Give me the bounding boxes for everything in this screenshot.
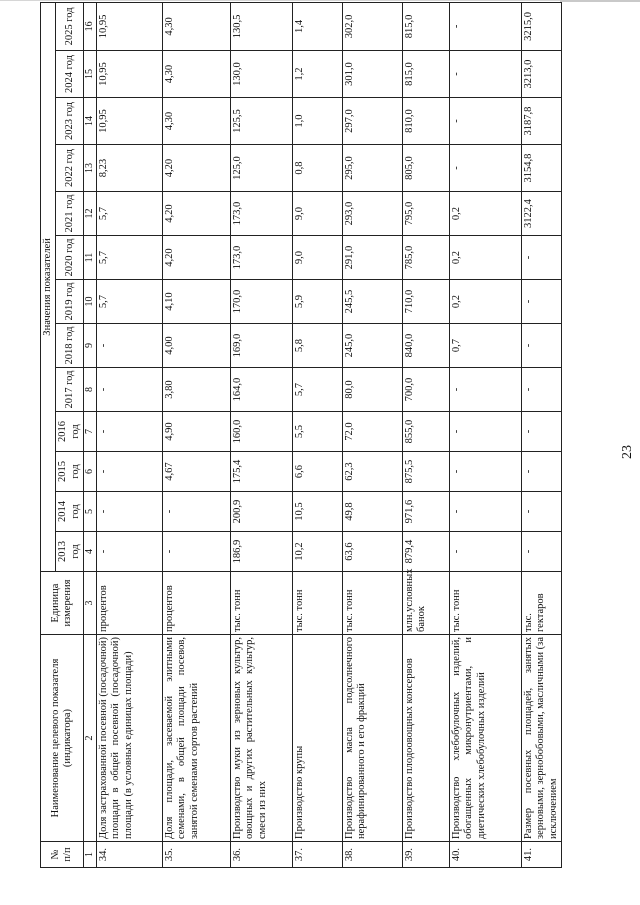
value-cell: 0,7 — [449, 324, 521, 368]
value-cell: 810,0 — [402, 98, 449, 145]
value-cell: 0,2 — [449, 236, 521, 280]
value-cell: 4,67 — [162, 452, 230, 492]
value-cell: - — [521, 452, 561, 492]
value-cell: 63,6 — [342, 532, 402, 572]
header-row-1 — [41, 2, 56, 867]
value-cell: 5,7 — [96, 192, 162, 236]
value-cell: 200,9 — [230, 492, 292, 532]
value-cell: 3122,4 — [521, 192, 561, 236]
column-number: 12 — [84, 192, 97, 236]
column-number: 14 — [84, 98, 97, 145]
row-number-cell: 36. — [230, 842, 292, 868]
unit-cell: млн.условных банок — [402, 572, 449, 635]
value-cell: 0,8 — [292, 145, 342, 192]
header-year: 2015 год — [56, 452, 84, 492]
indicator-name-cell: Производство муки из зерновых культур, овощных и других растительных культур, смеси из них — [230, 635, 292, 842]
value-cell: 6,6 — [292, 452, 342, 492]
value-cell: 72,0 — [342, 412, 402, 452]
row-number-cell: 37. — [292, 842, 342, 868]
indicator-name-cell: Производство крупы — [292, 635, 342, 842]
table-row — [402, 2, 449, 867]
value-cell: - — [521, 280, 561, 324]
value-cell: - — [521, 368, 561, 412]
table-body — [96, 2, 561, 867]
value-cell: 245,5 — [342, 280, 402, 324]
value-cell: 49,8 — [342, 492, 402, 532]
header-values-group: Значения показателей — [41, 2, 56, 571]
value-cell: - — [449, 145, 521, 192]
value-cell: 160,0 — [230, 412, 292, 452]
rotated-table-container — [40, 3, 559, 868]
value-cell: - — [521, 492, 561, 532]
value-cell: 3187,8 — [521, 98, 561, 145]
header-no: № п/п — [41, 842, 84, 868]
unit-cell: тыс. гектаров — [521, 572, 561, 635]
value-cell: 170,0 — [230, 280, 292, 324]
indicator-name-cell: Производство плодоовощных консервов — [402, 635, 449, 842]
value-cell: - — [521, 532, 561, 572]
column-number: 7 — [84, 412, 97, 452]
value-cell: - — [449, 532, 521, 572]
column-number: 8 — [84, 368, 97, 412]
value-cell: 5,9 — [292, 280, 342, 324]
indicator-name-cell: Доля площади, засеваемой элитными семенами, в общей площади посевов, занятой семенами сортов растений — [162, 635, 230, 842]
column-number: 10 — [84, 280, 97, 324]
value-cell: 4,30 — [162, 98, 230, 145]
column-number: 16 — [84, 2, 97, 50]
column-number: 6 — [84, 452, 97, 492]
value-cell: 3154,8 — [521, 145, 561, 192]
value-cell: 4,10 — [162, 280, 230, 324]
value-cell: 795,0 — [402, 192, 449, 236]
header-year: 2019 год — [56, 280, 84, 324]
value-cell: 293,0 — [342, 192, 402, 236]
value-cell: 971,6 — [402, 492, 449, 532]
value-cell: 5,7 — [292, 368, 342, 412]
value-cell: 879,4 — [402, 532, 449, 572]
value-cell: - — [162, 492, 230, 532]
column-number: 1 — [84, 842, 97, 868]
unit-cell: тыс. тонн — [230, 572, 292, 635]
value-cell: 10,95 — [96, 51, 162, 98]
table-row — [521, 2, 561, 867]
column-number: 11 — [84, 236, 97, 280]
value-cell: 4,20 — [162, 145, 230, 192]
unit-cell: процентов — [162, 572, 230, 635]
value-cell: 10,5 — [292, 492, 342, 532]
header-unit: Единица измерения — [41, 572, 84, 635]
value-cell: 186,9 — [230, 532, 292, 572]
value-cell: - — [449, 412, 521, 452]
value-cell: 4,30 — [162, 2, 230, 50]
value-cell: - — [162, 532, 230, 572]
value-cell: - — [521, 412, 561, 452]
value-cell: 710,0 — [402, 280, 449, 324]
header-year: 2023 год — [56, 98, 84, 145]
value-cell: - — [449, 51, 521, 98]
table-row — [449, 2, 521, 867]
header-year: 2020 год — [56, 236, 84, 280]
value-cell: 173,0 — [230, 192, 292, 236]
indicator-name-cell: Производство хлебобулочных изделий, обогащенных микронутриентами, и диетических хлебобулочных изделий — [449, 635, 521, 842]
value-cell: 245,0 — [342, 324, 402, 368]
value-cell: 62,3 — [342, 452, 402, 492]
row-number-cell: 40. — [449, 842, 521, 868]
unit-cell: тыс. тонн — [449, 572, 521, 635]
header-year: 2014 год — [56, 492, 84, 532]
value-cell: 125,5 — [230, 98, 292, 145]
table-row — [230, 2, 292, 867]
value-cell: 0,2 — [449, 192, 521, 236]
value-cell: 9,0 — [292, 236, 342, 280]
value-cell: 5,5 — [292, 412, 342, 452]
value-cell: 3,80 — [162, 368, 230, 412]
value-cell: 9,0 — [292, 192, 342, 236]
value-cell: 4,00 — [162, 324, 230, 368]
value-cell: 301,0 — [342, 51, 402, 98]
column-number: 4 — [84, 532, 97, 572]
value-cell: 130,5 — [230, 2, 292, 50]
indicators-table — [40, 2, 562, 868]
value-cell: - — [96, 492, 162, 532]
value-cell: 815,0 — [402, 2, 449, 50]
value-cell: 5,7 — [96, 280, 162, 324]
value-cell: 1,4 — [292, 2, 342, 50]
value-cell: 4,20 — [162, 192, 230, 236]
row-number-cell: 38. — [342, 842, 402, 868]
value-cell: - — [449, 98, 521, 145]
indicator-name-cell: Доля застрахованной посевной (посадочной) площади в общей посевной (посадочной) площади (в условных единицах площади) — [96, 635, 162, 842]
table-row — [96, 2, 162, 867]
value-cell: 3213,0 — [521, 51, 561, 98]
table-row — [162, 2, 230, 867]
indicator-name-cell: Размер посевных площадей, занятых зерновыми, зернобобовыми, масличными (за исключением — [521, 635, 561, 842]
value-cell: - — [449, 492, 521, 532]
header-row-column-numbers — [84, 2, 97, 867]
value-cell: 175,4 — [230, 452, 292, 492]
header-year: 2022 год — [56, 145, 84, 192]
value-cell: 80,0 — [342, 368, 402, 412]
value-cell: 5,7 — [96, 236, 162, 280]
value-cell: 164,0 — [230, 368, 292, 412]
value-cell: 785,0 — [402, 236, 449, 280]
value-cell: 4,30 — [162, 51, 230, 98]
value-cell: 125,0 — [230, 145, 292, 192]
value-cell: 297,0 — [342, 98, 402, 145]
page-number: 23 — [620, 445, 635, 459]
value-cell: - — [96, 368, 162, 412]
value-cell: - — [521, 324, 561, 368]
value-cell: - — [96, 412, 162, 452]
value-cell: 700,0 — [402, 368, 449, 412]
column-number: 3 — [84, 572, 97, 635]
value-cell: 875,5 — [402, 452, 449, 492]
value-cell: 8,23 — [96, 145, 162, 192]
value-cell: 10,95 — [96, 2, 162, 50]
header-year: 2021 год — [56, 192, 84, 236]
value-cell: 169,0 — [230, 324, 292, 368]
value-cell: 302,0 — [342, 2, 402, 50]
header-year: 2018 год — [56, 324, 84, 368]
row-number-cell: 41. — [521, 842, 561, 868]
unit-cell: тыс. тонн — [292, 572, 342, 635]
value-cell: 3215,0 — [521, 2, 561, 50]
value-cell: - — [96, 532, 162, 572]
top-rule — [0, 0, 640, 1]
value-cell: 805,0 — [402, 145, 449, 192]
column-number: 15 — [84, 51, 97, 98]
row-number-cell: 34. — [96, 842, 162, 868]
value-cell: 173,0 — [230, 236, 292, 280]
value-cell: 815,0 — [402, 51, 449, 98]
value-cell: - — [521, 236, 561, 280]
table-row — [342, 2, 402, 867]
row-number-cell: 39. — [402, 842, 449, 868]
value-cell: - — [96, 452, 162, 492]
value-cell: 5,8 — [292, 324, 342, 368]
column-number: 2 — [84, 635, 97, 842]
value-cell: 10,95 — [96, 98, 162, 145]
indicator-name-cell: Производство масла подсолнечного нерафинированного и его фракций — [342, 635, 402, 842]
column-number: 5 — [84, 492, 97, 532]
header-year: 2017 год — [56, 368, 84, 412]
value-cell: 0,2 — [449, 280, 521, 324]
header-year: 2016 год — [56, 412, 84, 452]
unit-cell: процентов — [96, 572, 162, 635]
value-cell: - — [96, 324, 162, 368]
row-number-cell: 35. — [162, 842, 230, 868]
value-cell: 1,2 — [292, 51, 342, 98]
value-cell: 840,0 — [402, 324, 449, 368]
top-rule-accent — [560, 0, 640, 2]
column-number: 9 — [84, 324, 97, 368]
value-cell: 295,0 — [342, 145, 402, 192]
value-cell: - — [449, 452, 521, 492]
value-cell: 855,0 — [402, 412, 449, 452]
value-cell: - — [449, 368, 521, 412]
value-cell: 4,90 — [162, 412, 230, 452]
value-cell: 130,0 — [230, 51, 292, 98]
table-row — [292, 2, 342, 867]
value-cell: 10,2 — [292, 532, 342, 572]
header-year: 2025 год — [56, 2, 84, 50]
header-year: 2024 год — [56, 51, 84, 98]
value-cell: - — [449, 2, 521, 50]
column-number: 13 — [84, 145, 97, 192]
value-cell: 4,20 — [162, 236, 230, 280]
value-cell: 1,0 — [292, 98, 342, 145]
value-cell: 291,0 — [342, 236, 402, 280]
unit-cell: тыс. тонн — [342, 572, 402, 635]
header-year: 2013 год — [56, 532, 84, 572]
header-name: Наименование целевого показателя (индикатора) — [41, 635, 84, 842]
